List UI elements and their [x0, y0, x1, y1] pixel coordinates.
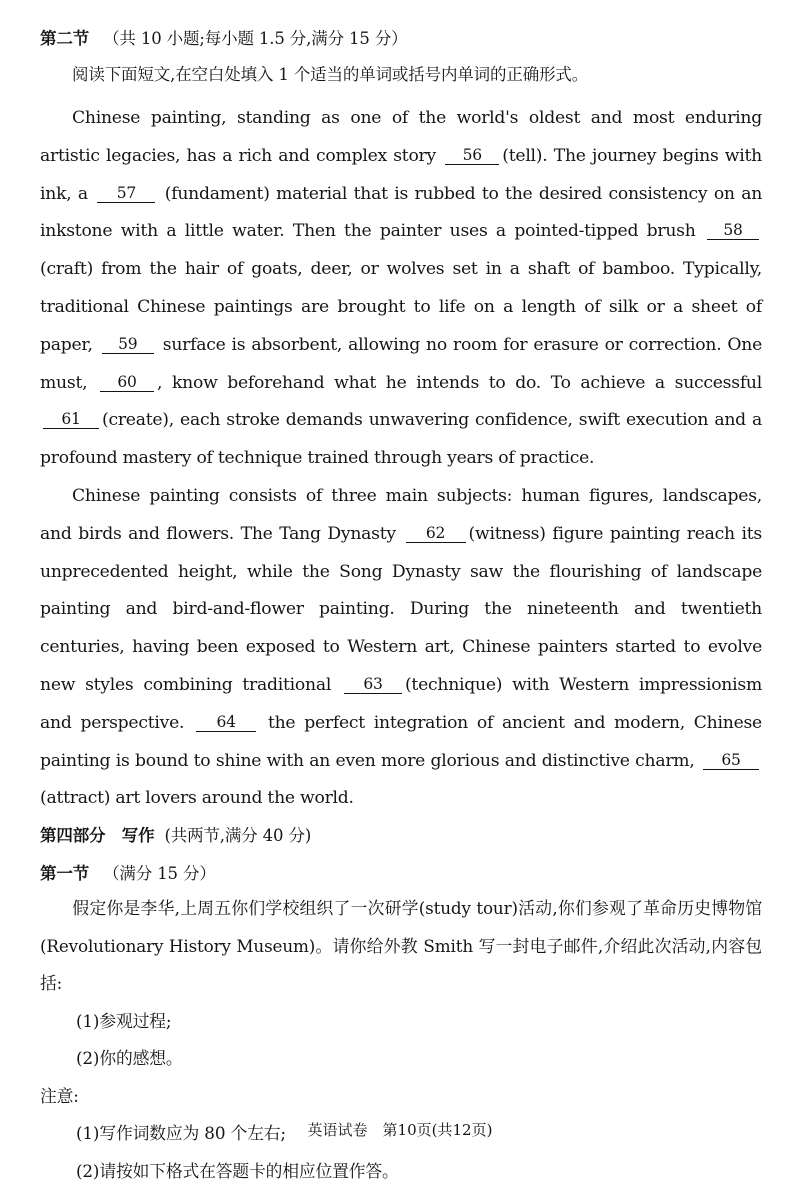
passage-text: (fundament) material that is rubbed to the desired consistency on an inkstone with a little water. Then the painter uses a pointed-tipped brush — [40, 183, 763, 242]
passage-text: (craft) from the hair of goats, deer, or wolves set in a shaft of bamboo. Typically, traditional Chinese paintings are brought to life on a length of silk or a sheet of paper, — [40, 259, 762, 355]
blank-65: 65 — [703, 751, 759, 770]
writing-section-subtitle: （满分 15 分） — [103, 864, 216, 884]
writing-task-text: 假定你是李华,上周五你们学校组织了一次研学(study tour)活动,你们参观了革命历史博物馆(Revolutionary History Museum)。请你给外教 Smith 写一封电子邮件,介绍此次活动,内容包括: — [40, 898, 762, 994]
blank-59: 59 — [102, 335, 154, 354]
blank-62: 62 — [406, 524, 466, 543]
blank-58: 58 — [707, 221, 759, 240]
blank-63: 63 — [344, 675, 402, 694]
passage-text: (technique) with Western impressionism and perspective. — [40, 674, 762, 733]
passage-text: , know beforehand what he intends to do. To achieve a successful — [157, 372, 763, 393]
note-item: (1)写作词数应为 80 个左右; — [76, 1123, 286, 1144]
passage-text: (witness) figure painting reach its unprecedented height, while the Song Dynasty saw the flourishing of landscape painting and bird-and-flower painting. During the nineteenth and twentieth centuries, having been exposed to Western art, Chinese painters started to evolve new styles combining traditional — [40, 523, 762, 695]
passage-text: the perfect integration of ancient and modern, Chinese painting is bound to shine with an even more glorious and distinctive charm, — [40, 712, 762, 771]
content-item: (2)你的感想。 — [76, 1048, 183, 1069]
writing-task — [40, 890, 762, 1003]
blank-61: 61 — [43, 410, 99, 429]
writing-section-heading — [40, 862, 762, 886]
blank-57: 57 — [97, 184, 155, 203]
section-subtitle: （共 10 小题;每小题 1.5 分,满分 15 分） — [103, 29, 408, 48]
part4-heading — [40, 824, 762, 848]
passage-text: Chinese painting consists of three main subjects: human figures, landscapes, and birds and flowers. The Tang Dynasty — [40, 485, 762, 544]
passage-text: (attract) art lovers around the world. — [40, 788, 354, 809]
part4-subtitle: (共两节,满分 40 分) — [164, 826, 312, 846]
section-instruction: 阅读下面短文,在空白处填入 1 个适当的单词或括号内单词的正确形式。 — [72, 65, 589, 84]
notes-title: 注意: — [40, 1085, 79, 1106]
page-footer: 英语试卷 第10页(共12页) — [307, 1121, 493, 1139]
blank-64: 64 — [196, 713, 256, 732]
passage-paragraph-1 — [40, 100, 762, 478]
section-title: 第二节 — [40, 29, 90, 48]
passage-text: surface is absorbent, allowing no room for erasure or correction. One must, — [40, 334, 763, 393]
blank-60: 60 — [100, 373, 154, 392]
note-item: (2)请按如下格式在答题卡的相应位置作答。 — [76, 1160, 399, 1181]
content-item: (1)参观过程; — [76, 1010, 172, 1031]
passage-text: (create), each stroke demands unwavering confidence, swift execution and a profound mastery of technique trained through years of practice. — [40, 410, 762, 469]
blank-56: 56 — [445, 146, 499, 165]
section-heading — [40, 28, 762, 50]
passage-paragraph-2 — [40, 478, 762, 818]
part4-title: 第四部分 写作 — [40, 826, 155, 846]
passage-text: Chinese painting, standing as one of the world's oldest and most enduring artistic legacies, has a rich and complex story — [40, 108, 762, 166]
passage-text: (tell). The journey begins with ink, a — [40, 145, 762, 204]
writing-section-title: 第一节 — [40, 864, 90, 884]
